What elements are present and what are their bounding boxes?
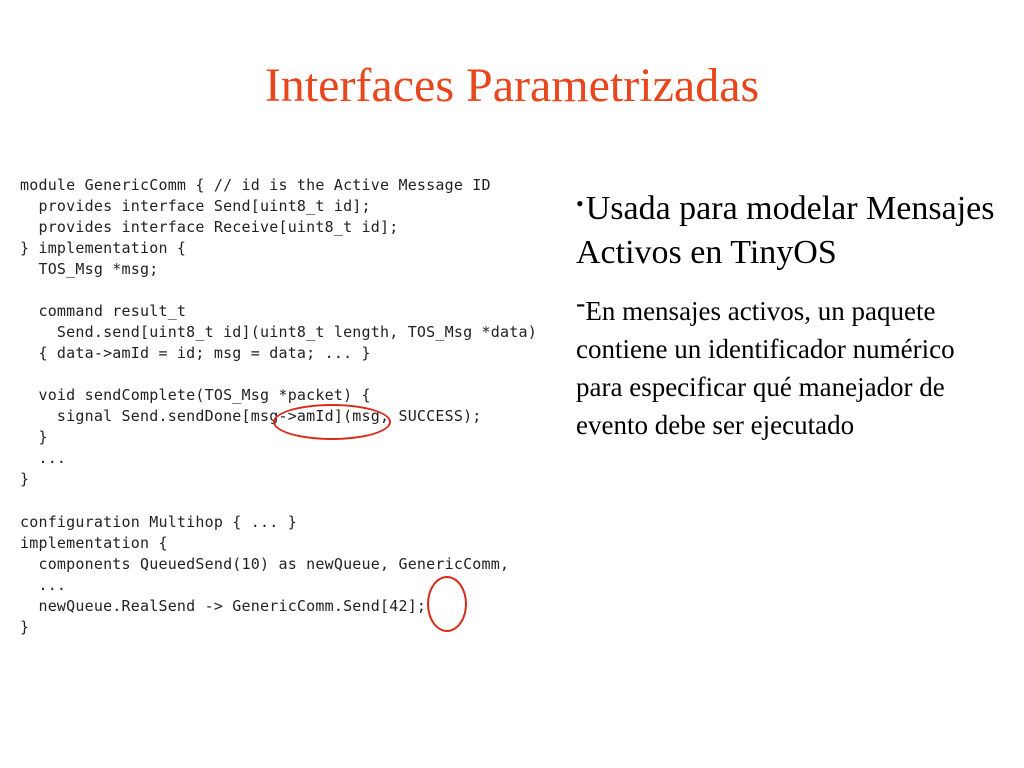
- bullet-item-sub: [576, 285, 1006, 444]
- code-line: ...: [20, 576, 67, 594]
- code-line: signal Send.sendDone[msg->amId](msg, SUCCESS);: [20, 407, 482, 425]
- code-line: provides interface Receive[uint8_t id];: [20, 218, 399, 236]
- code-line: provides interface Send[uint8_t id];: [20, 197, 371, 215]
- code-line: }: [20, 428, 48, 446]
- slide-title: Interfaces Parametrizadas: [264, 59, 760, 112]
- send-42-highlight-circle: [427, 576, 467, 632]
- code-line: }: [20, 618, 30, 636]
- bullet-item-main: [576, 182, 1006, 275]
- code-listing: [20, 178, 570, 648]
- bullet-sub-text: En mensajes activos, un paquete contiene un identificador numérico para especificar qué manejador de evento debe ser ejecutado: [576, 296, 955, 440]
- code-line: void sendComplete(TOS_Msg *packet) {: [20, 386, 371, 404]
- bullet-marker: •: [576, 191, 584, 216]
- dash-marker: -: [576, 288, 586, 319]
- code-line: }: [20, 470, 30, 488]
- code-line: { data->amId = id; msg = data; ... }: [20, 344, 371, 362]
- bullet-main-text: Usada para modelar Mensajes Activos en TinyOS: [576, 190, 995, 271]
- code-line: } implementation {: [20, 239, 187, 257]
- amid-highlight-circle: [273, 404, 391, 440]
- code-line: command result_t: [20, 302, 187, 320]
- code-line: module GenericComm { // id is the Active Message ID: [20, 178, 491, 194]
- code-line: Send.send[uint8_t id](uint8_t length, TOS_Msg *data): [20, 323, 537, 341]
- bullet-list: [576, 182, 1006, 444]
- code-line: ...: [20, 449, 67, 467]
- code-line: configuration Multihop { ... }: [20, 513, 297, 531]
- code-line: newQueue.RealSend -> GenericComm.Send[42];: [20, 597, 427, 615]
- code-line: implementation {: [20, 534, 168, 552]
- code-line: TOS_Msg *msg;: [20, 260, 159, 278]
- code-line: components QueuedSend(10) as newQueue, GenericComm,: [20, 555, 510, 573]
